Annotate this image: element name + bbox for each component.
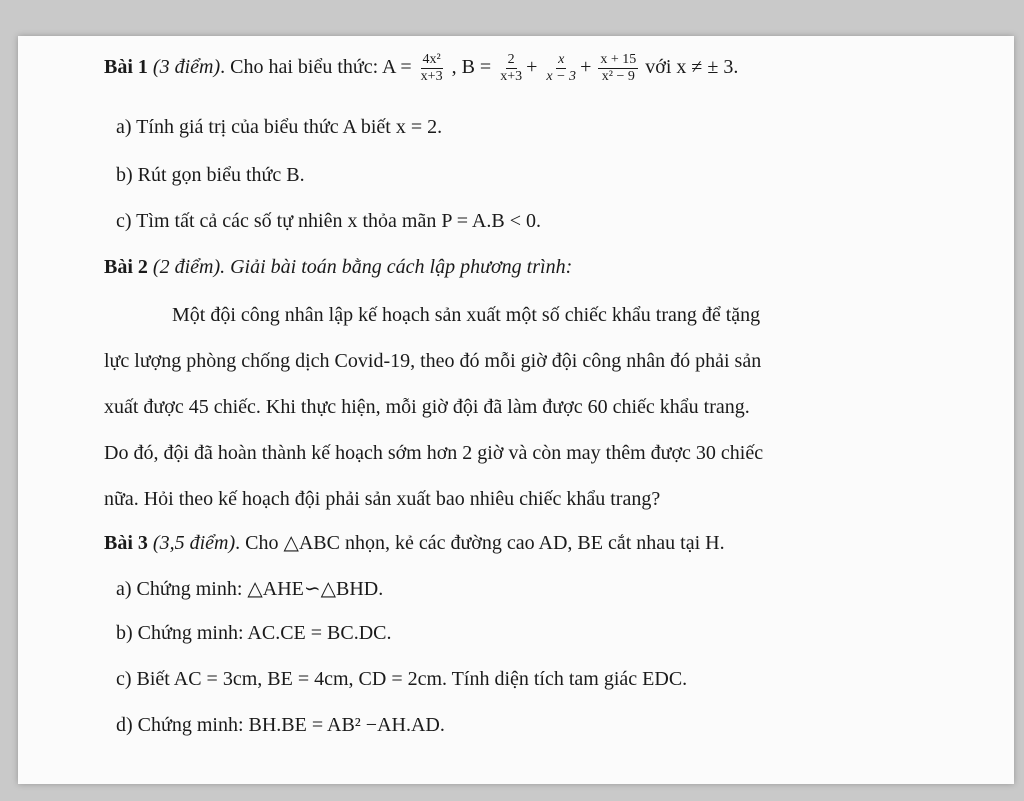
bai3-heading: Bài 3: [104, 532, 148, 554]
B1-denominator: x+3: [500, 69, 523, 84]
bai2-line5: nữa. Hỏi theo kế hoạch đội phải sản xuất bao nhiêu chiếc khẩu trang?: [104, 488, 661, 510]
B3-denominator: x² − 9: [601, 69, 635, 84]
bai3-part-a: a) Chứng minh: △AHE∽△BHD.: [116, 578, 384, 600]
bai1-heading: Bài 1: [104, 56, 148, 79]
B3-numerator: x + 15: [600, 52, 637, 67]
bai2-header: [104, 256, 572, 279]
bai1-condition: với x ≠ ± 3.: [645, 56, 739, 79]
bai2-paragraph: [104, 292, 984, 522]
A-denominator: x+3: [420, 69, 443, 84]
bai3-intro: . Cho △ABC nhọn, kẻ các đường cao AD, BE cắt nhau tại H.: [235, 532, 725, 554]
bai1-part-b: b) Rút gọn biểu thức B.: [116, 164, 305, 186]
exam-page: [18, 36, 1014, 784]
bai3-part-d: d) Chứng minh: BH.BE = AB² −AH.AD.: [116, 714, 445, 736]
B1-numerator: 2: [507, 52, 515, 67]
bai2-line4: Do đó, đội đã hoàn thành kế hoạch sớm hơn 2 giờ và còn may thêm được 30 chiếc: [104, 442, 764, 464]
fraction-B2: [544, 52, 578, 85]
bai2-line2: lực lượng phòng chống dịch Covid-19, theo đó mỗi giờ đội công nhân đó phải sản: [104, 350, 762, 372]
bai1-part-c: c) Tìm tất cả các số tự nhiên x thỏa mãn P = A.B < 0.: [116, 210, 541, 232]
bai2-instruction: . Giải bài toán bằng cách lập phương trình:: [220, 256, 573, 278]
A-numerator: 4x²: [422, 52, 441, 67]
bai1-points: (3 điểm): [152, 56, 221, 79]
bai3-part-c: c) Biết AC = 3cm, BE = 4cm, CD = 2cm. Tính diện tích tam giác EDC.: [116, 668, 688, 690]
bai2-heading: Bài 2: [104, 256, 148, 278]
B2-denominator: x − 3: [546, 69, 577, 84]
bai2-points: (2 điểm): [152, 256, 221, 278]
fraction-B1: [498, 52, 524, 85]
B2-numerator: x: [558, 52, 565, 67]
bai2-line3: xuất được 45 chiếc. Khi thực hiện, mỗi giờ đội đã làm được 60 chiếc khẩu trang.: [104, 396, 750, 418]
bai3-part-b: b) Chứng minh: AC.CE = BC.DC.: [116, 622, 392, 644]
fraction-A: [419, 52, 445, 85]
bai3-points: (3,5 điểm): [152, 532, 236, 554]
bai1-header: Bài 1 (3 điểm). Cho hai biểu thức: A = $\frac{\text{4x²}}{x+3}$ , B = $\frac{2}{x+3}$ + $\frac{x}{x - 3}$ + $\frac{x + 15}{\text{x² − 9}}$ với x ≠ ± 3.: [104, 52, 739, 84]
bai1-intro: . Cho hai biểu thức: A =: [220, 56, 412, 79]
bai3-header: [104, 530, 725, 555]
fraction-B3: [598, 52, 638, 85]
B-label: , B =: [451, 56, 492, 79]
bai2-line1: Một đội công nhân lập kế hoạch sản xuất một số chiếc khẩu trang để tặng: [172, 304, 761, 326]
bai1-part-a: a) Tính giá trị của biểu thức A biết x = 2.: [116, 116, 443, 138]
